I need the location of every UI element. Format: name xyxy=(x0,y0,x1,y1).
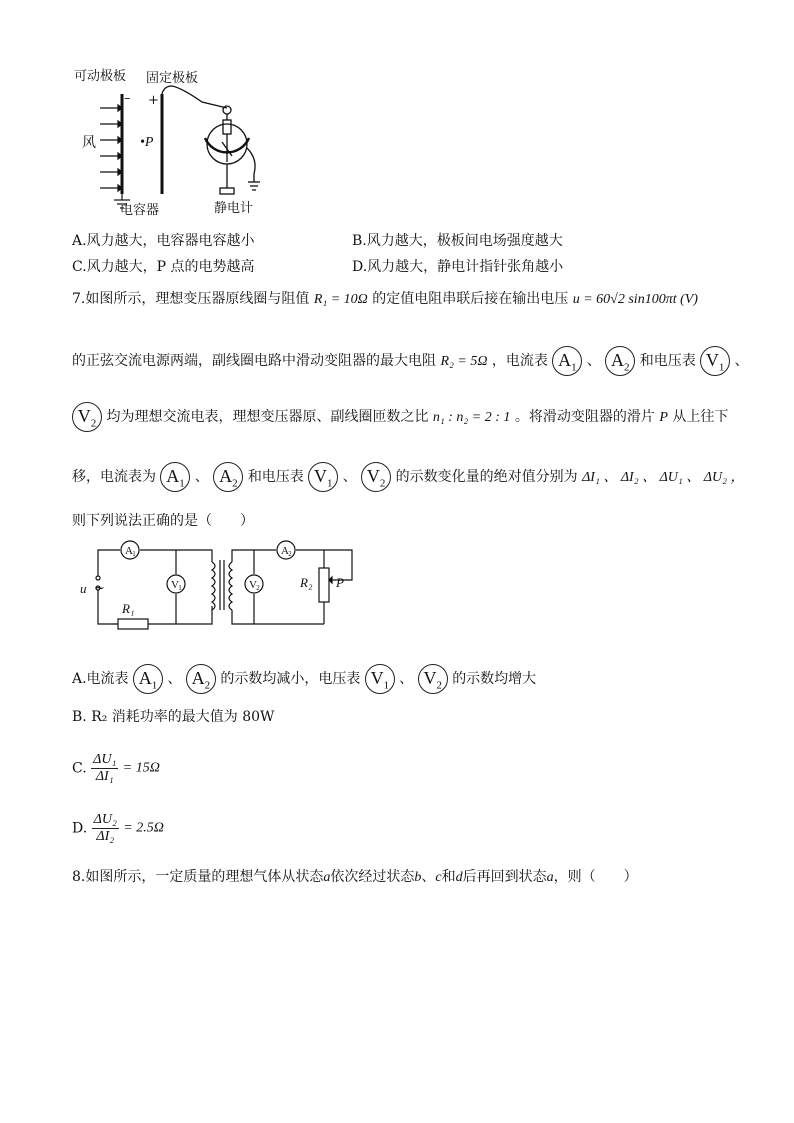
svg-text:1: 1 xyxy=(178,584,182,592)
q7-option-a-text-c: 的示数均增大 xyxy=(452,671,537,687)
svg-text:A: A xyxy=(281,545,289,557)
svg-text:V: V xyxy=(249,579,257,591)
svg-text:V: V xyxy=(171,579,179,591)
q7-line3-text-a: 均为理想交流电表，理想变压器原、副线圈匝数之比 xyxy=(106,409,429,425)
label-capacitor: 电容器 xyxy=(120,203,160,218)
q7-option-b: B. R₂ 消耗功率的最大值为 80W xyxy=(72,709,275,725)
svg-text:2: 2 xyxy=(256,584,260,592)
resistor-r2 xyxy=(319,568,329,602)
svg-text:1: 1 xyxy=(132,550,136,558)
ammeter-a1-icon: $A_1$ xyxy=(552,346,582,376)
circuit-label-r1: R₁ xyxy=(122,601,135,616)
q8-state-a: a xyxy=(323,870,331,885)
q8-stem xyxy=(72,868,638,887)
ammeter-a2-icon: $A_2$ xyxy=(605,346,635,376)
q7-line1 xyxy=(72,290,698,309)
label-fixed-plate: 固定极板 xyxy=(146,71,199,86)
q7-line2-text-a: 的正弦交流电源两端，副线圈电路中滑动变阻器的最大电阻 xyxy=(72,353,436,369)
q7-line2-text-b: ，电流表 xyxy=(491,353,548,369)
q7-line4-sep: 、 xyxy=(194,469,209,485)
q6-option-d: D.风力越大，静电计指针张角越小 xyxy=(352,259,564,275)
voltmeter-v2-icon: $V_2$ xyxy=(418,664,448,694)
q7-option-d-prefix: D. xyxy=(72,820,88,837)
q7-deltas: ΔI₁ 、 ΔI₂ 、 ΔU₁ 、 ΔU₂ ， xyxy=(582,470,745,485)
ammeter-a1-icon: $A_1$ xyxy=(160,462,190,492)
q7-option-d-value: = 2.5Ω xyxy=(123,820,164,836)
q7-option-c xyxy=(72,752,160,785)
q7-option-a-text-b: 的示数均减小，电压表 xyxy=(220,671,361,687)
q7-r1-value: R₁ = 10Ω xyxy=(313,292,368,307)
q8-state-b: b xyxy=(414,870,422,885)
ammeter-a1-icon: $A_1$ xyxy=(133,664,163,694)
voltmeter-v1-icon: $V_1$ xyxy=(308,462,338,492)
electroscope xyxy=(205,106,260,194)
q7-line2-sep: 、 xyxy=(586,353,601,369)
q7-option-a xyxy=(72,664,536,694)
voltmeter-v2-icon: $V_2$ xyxy=(361,462,391,492)
resistor-r1 xyxy=(118,619,148,629)
voltmeter-v2-icon: $V_2$ xyxy=(72,402,102,432)
q7-option-c-fraction xyxy=(91,752,118,785)
q7-slider-p: P xyxy=(659,410,668,425)
q7-line4 xyxy=(72,462,744,492)
ammeter-a2-icon: $A_2$ xyxy=(213,462,243,492)
q7-option-a-text-a: A.电流表 xyxy=(72,671,129,687)
q6-option-a: A.风力越大，电容器电容越小 xyxy=(72,233,255,249)
q7-option-d-denominator: ΔI₂ xyxy=(96,829,115,844)
q7-line4-text-b: 和电压表 xyxy=(247,469,304,485)
label-electroscope: 静电计 xyxy=(214,201,254,216)
circuit-label-p: P xyxy=(336,575,344,590)
voltmeter-v1-icon: $V_1$ xyxy=(365,664,395,694)
q8-text-b: 依次经过状态 xyxy=(330,869,415,885)
q7-line3-text-c: 从上往下 xyxy=(672,409,729,425)
q7-option-c-value: = 15Ω xyxy=(122,760,160,776)
transformer-circuit-figure xyxy=(76,538,366,632)
svg-text:A: A xyxy=(125,545,133,557)
voltmeter-v1-icon: $V_1$ xyxy=(700,346,730,376)
circuit-label-tilde: ~ xyxy=(94,581,105,596)
q7-line3-text-b: 。将滑动变阻器的滑片 xyxy=(514,409,655,425)
q7-turns-ratio: n₁ : n₂ = 2 : 1 xyxy=(432,410,511,425)
q6-option-b: B.风力越大，极板间电场强度越大 xyxy=(352,233,563,249)
wind-arrows xyxy=(100,105,122,191)
q8-text-a: 8.如图所示，一定质量的理想气体从状态 xyxy=(72,869,324,885)
q7-option-c-denominator: ΔI₁ xyxy=(95,769,114,784)
q7-line3 xyxy=(72,402,728,432)
q8-text-d: 后再回到状态 xyxy=(462,869,547,885)
q7-line2 xyxy=(72,346,749,376)
q8-state-c: c xyxy=(435,870,442,885)
q7-option-c-numerator: ΔU₁ xyxy=(93,752,117,767)
q7-line5: 则下列说法正确的是（ ） xyxy=(72,513,254,529)
q8-state-a-return: a xyxy=(546,870,554,885)
q8-state-d: d xyxy=(455,870,463,885)
label-wind: 风 xyxy=(82,135,96,151)
label-movable-plate: 可动极板 xyxy=(74,69,127,84)
q7-option-c-prefix: C. xyxy=(72,760,87,777)
circuit-label-r2: R₂ xyxy=(300,575,313,590)
q7-line1-text-a: 7.如图所示，理想变压器原线圈与阻值 xyxy=(72,291,310,307)
ammeter-a2-icon: $A_2$ xyxy=(186,664,216,694)
q7-line1-text-b: 的定值电阻串联后接在输出电压 xyxy=(372,291,569,307)
q7-line2-sep2: 、 xyxy=(734,353,749,369)
q8-text-e: ，则（ ） xyxy=(553,869,638,885)
label-point-p: •P xyxy=(140,135,154,150)
q8-text-c: 和 xyxy=(441,869,456,885)
q8-sep: 、 xyxy=(421,869,436,885)
q7-line2-text-c: 和电压表 xyxy=(639,353,696,369)
q7-option-d-fraction xyxy=(92,812,119,845)
label-minus: – xyxy=(124,91,131,106)
label-plus: + xyxy=(148,93,159,108)
circuit-label-u: u xyxy=(80,581,87,596)
q7-option-a-sep: 、 xyxy=(167,671,182,687)
q7-r2-value: R₂ = 5Ω xyxy=(440,354,488,369)
q7-option-a-sep2: 、 xyxy=(399,671,414,687)
svg-text:2: 2 xyxy=(288,550,292,558)
q7-option-d-numerator: ΔU₂ xyxy=(93,812,117,827)
q6-option-c: C.风力越大，P 点的电势越高 xyxy=(72,259,255,275)
q7-line4-sep2: 、 xyxy=(342,469,357,485)
q7-line4-text-c: 的示数变化量的绝对值分别为 xyxy=(395,469,578,485)
q7-voltage-expression: u = 60√2 sin100πt (V) xyxy=(572,292,698,307)
q7-line4-text-a: 移，电流表为 xyxy=(72,469,156,485)
q7-option-d xyxy=(72,812,164,845)
